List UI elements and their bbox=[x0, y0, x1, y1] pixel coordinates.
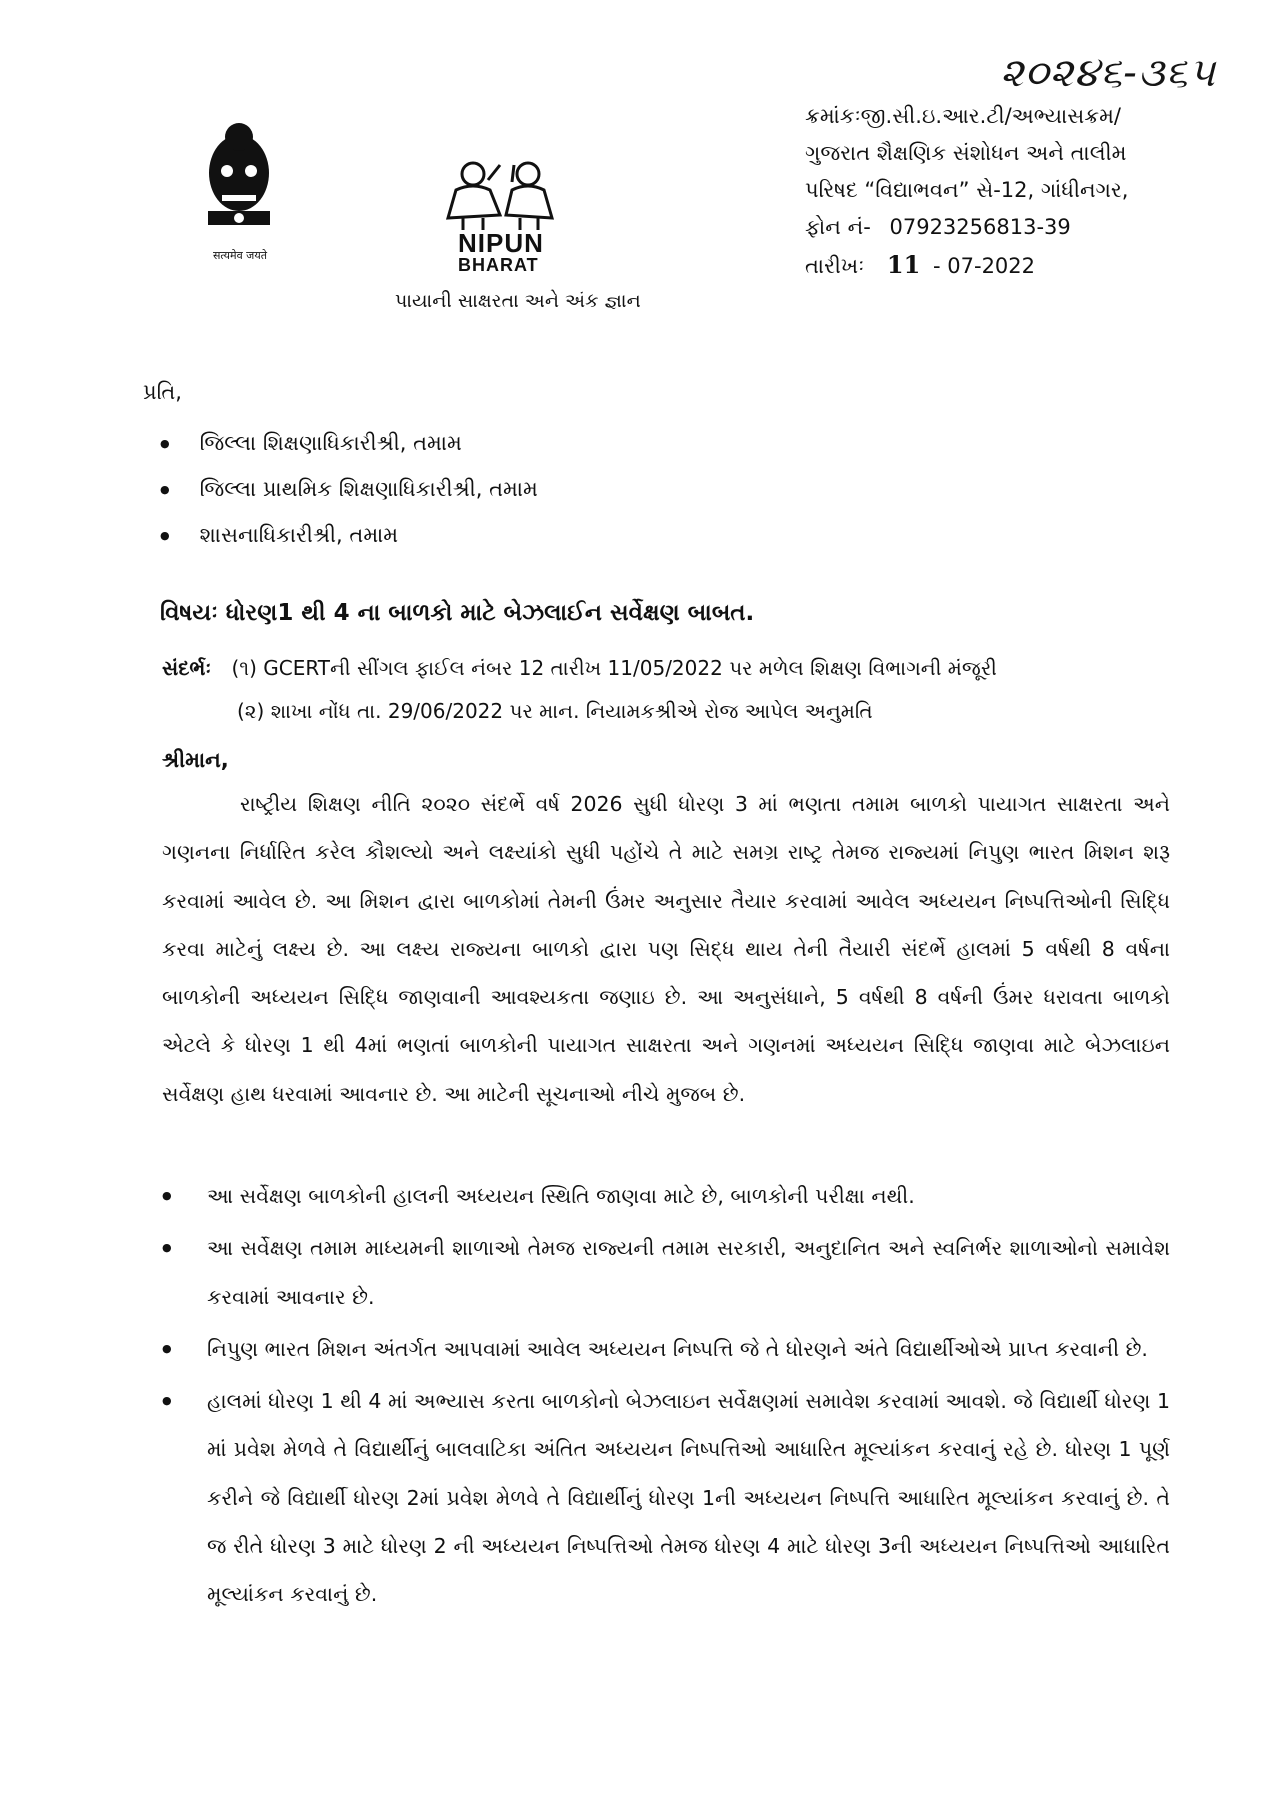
date-rest: - 07-2022 bbox=[933, 254, 1036, 278]
addressee-item: ● જિલ્લા શિક્ષણાધિકારીશ્રી, તમામ bbox=[160, 422, 538, 468]
reference-1-text: (૧) GCERTની સીંગલ ફાઈલ નંબર 12 તારીખ 11/05/2022 પર મળેલ શિક્ષણ વિભાગની મંજૂરી bbox=[231, 656, 997, 680]
instruction-item: ● હાલમાં ધોરણ 1 થી 4 માં અભ્યાસ કરતા બાળકોનો બેઝલાઇન સર્વેક્ષણમાં સમાવેશ કરવામાં આવશે. જે વિદ્યાર્થી ધોરણ 1 માં પ્રવેશ મેળવે તે વિદ્યાર્થીનું બાલવાટિકા અંતિત અધ્યયન નિષ્પત્તિઓ આધારિત મૂલ્યાંકન કરવાનું રહે છે. ધોરણ 1 પૂર્ણ કરીને જે વિદ્યાર્થી ધોરણ 2માં પ્રવેશ મેળવે તે વિદ્યાર્થીનું ધોરણ 1ની અધ્યયન નિષ્પત્તિ આધારિત મૂલ્યાંકન કરવાનું છે. તે જ રીતે ધોરણ 3 માટે ધોરણ 2 ની અધ્યયન નિષ્પત્તિઓ તેમજ ધોરણ 4 માટે ધોરણ 3ની અધ્યયન નિષ્પત્તિઓ આધારિત મૂલ્યાંકન કરવાનું છે. bbox=[162, 1377, 1170, 1618]
national-emblem-icon bbox=[198, 115, 280, 243]
phone-label: ફોન નં- bbox=[805, 215, 871, 239]
office-line-2: ગુજરાત શૈક્ષણિક સંશોધન અને તાલીમ bbox=[805, 141, 1127, 165]
prati-heading: પ્રતિ, bbox=[143, 380, 182, 404]
addressee-item: ● જિલ્લા પ્રાથમિક શિક્ષણાધિકારીશ્રી, તમામ bbox=[160, 468, 538, 514]
reference-2: (૨) શાખા નોંધ તા. 29/06/2022 પર માન. નિયામકશ્રીએ રોજ આપેલ અનુમતિ bbox=[237, 699, 873, 723]
nipun-name: NIPUN bbox=[458, 228, 544, 258]
handwritten-file-number: ૨૦૨૪૬-૩૬૫ bbox=[1000, 50, 1217, 96]
reference-label: સંદર્ભઃ bbox=[162, 656, 212, 680]
instruction-item: ● નિપુણ ભારત મિશન અંતર્ગત આપવામાં આવેલ અધ્યયન નિષ્પત્તિ જે તે ધોરણને અંતે વિદ્યાર્થીઓએ પ્રાપ્ત કરવાની છે. bbox=[162, 1325, 1170, 1373]
date-label: તારીખઃ bbox=[805, 254, 865, 278]
instruction-item: ● આ સર્વેક્ષણ તમામ માધ્યમની શાળાઓ તેમજ રાજ્યની તમામ સરકારી, અનુદાનિત અને સ્વનિર્ભર શાળાઓનો સમાવેશ કરવામાં આવનાર છે. bbox=[162, 1224, 1170, 1321]
instruction-list bbox=[162, 1172, 1170, 1623]
nipun-bharat-wordmark bbox=[458, 228, 544, 276]
office-address-block bbox=[805, 98, 1128, 285]
salutation: શ્રીમાન, bbox=[162, 748, 229, 772]
addressee-list bbox=[160, 422, 538, 560]
addressee-item: ● શાસનાધિકારીશ્રી, તમામ bbox=[160, 514, 538, 560]
phone-number: 07923256813-39 bbox=[889, 215, 1071, 239]
body-paragraph: રાષ્ટ્રીય શિક્ષણ નીતિ ૨૦૨૦ સંદર્ભે વર્ષ 2026 સુધી ધોરણ 3 માં ભણતા તમામ બાળકો પાયાગત સાક્ષરતા અને ગણનના નિર્ધારિત કરેલ કૌશલ્યો અને લક્ષ્યાંકો સુધી પહોંચે તે માટે સમગ્ર રાષ્ટ્ર તેમજ રાજ્યમાં નિપુણ ભારત મિશન શરૂ કરવામાં આવેલ છે. આ મિશન દ્વારા બાળકોમાં તેમની ઉંમર અનુસાર તૈયાર કરવામાં આવેલ અધ્યયન નિષ્પત્તિઓની સિદ્ધિ કરવા માટેનું લક્ષ્ય છે. આ લક્ષ્ય રાજ્યના બાળકો દ્વારા પણ સિદ્ધ થાય તેની તૈયારી સંદર્ભે હાલમાં 5 વર્ષથી 8 વર્ષના બાળકોની અધ્યયન સિદ્ધિ જાણવાની આવશ્યકતા જણાઇ છે. આ અનુસંધાને, 5 વર્ષથી 8 વર્ષની ઉંમર ધરાવતા બાળકો એટલે કે ધોરણ 1 થી 4માં ભણતાં બાળકોની પાયાગત સાક્ષરતા અને ગણનમાં અધ્યયન સિદ્ધિ જાણવા માટે બેઝલાઇન સર્વેક્ષણ હાથ ધરવામાં આવનાર છે. આ માટેની સૂચનાઓ નીચે મુજબ છે. bbox=[162, 792, 1170, 1106]
date-day: 11 bbox=[886, 250, 921, 279]
office-date-line bbox=[805, 246, 1128, 285]
nipun-tagline: પાયાની સાક્ષરતા અને અંક જ્ઞાન bbox=[395, 290, 641, 312]
reference-1 bbox=[162, 647, 997, 690]
subject-line: વિષયઃ ધોરણ1 થી 4 ના બાળકો માટે બેઝલાઈન સર્વેક્ષણ બાબત. bbox=[160, 600, 755, 626]
nipun-sub: BHARAT bbox=[458, 255, 539, 275]
emblem-motto: सत्यमेव जयते bbox=[212, 249, 267, 262]
reference-block bbox=[162, 647, 997, 733]
office-phone-line bbox=[805, 209, 1128, 246]
office-line-1: ક્રમાંકઃજી.સી.ઇ.આર.ટી/અભ્યાસક્રમ/ bbox=[805, 104, 1121, 128]
office-line-3: પરિષદ “વિદ્યાભવન” સે-12, ગાંધીનગર, bbox=[805, 178, 1129, 202]
instruction-item: ● આ સર્વેક્ષણ બાળકોની હાલની અધ્યયન સ્થિતિ જાણવા માટે છે, બાળકોની પરીક્ષા નથી. bbox=[162, 1172, 1170, 1220]
